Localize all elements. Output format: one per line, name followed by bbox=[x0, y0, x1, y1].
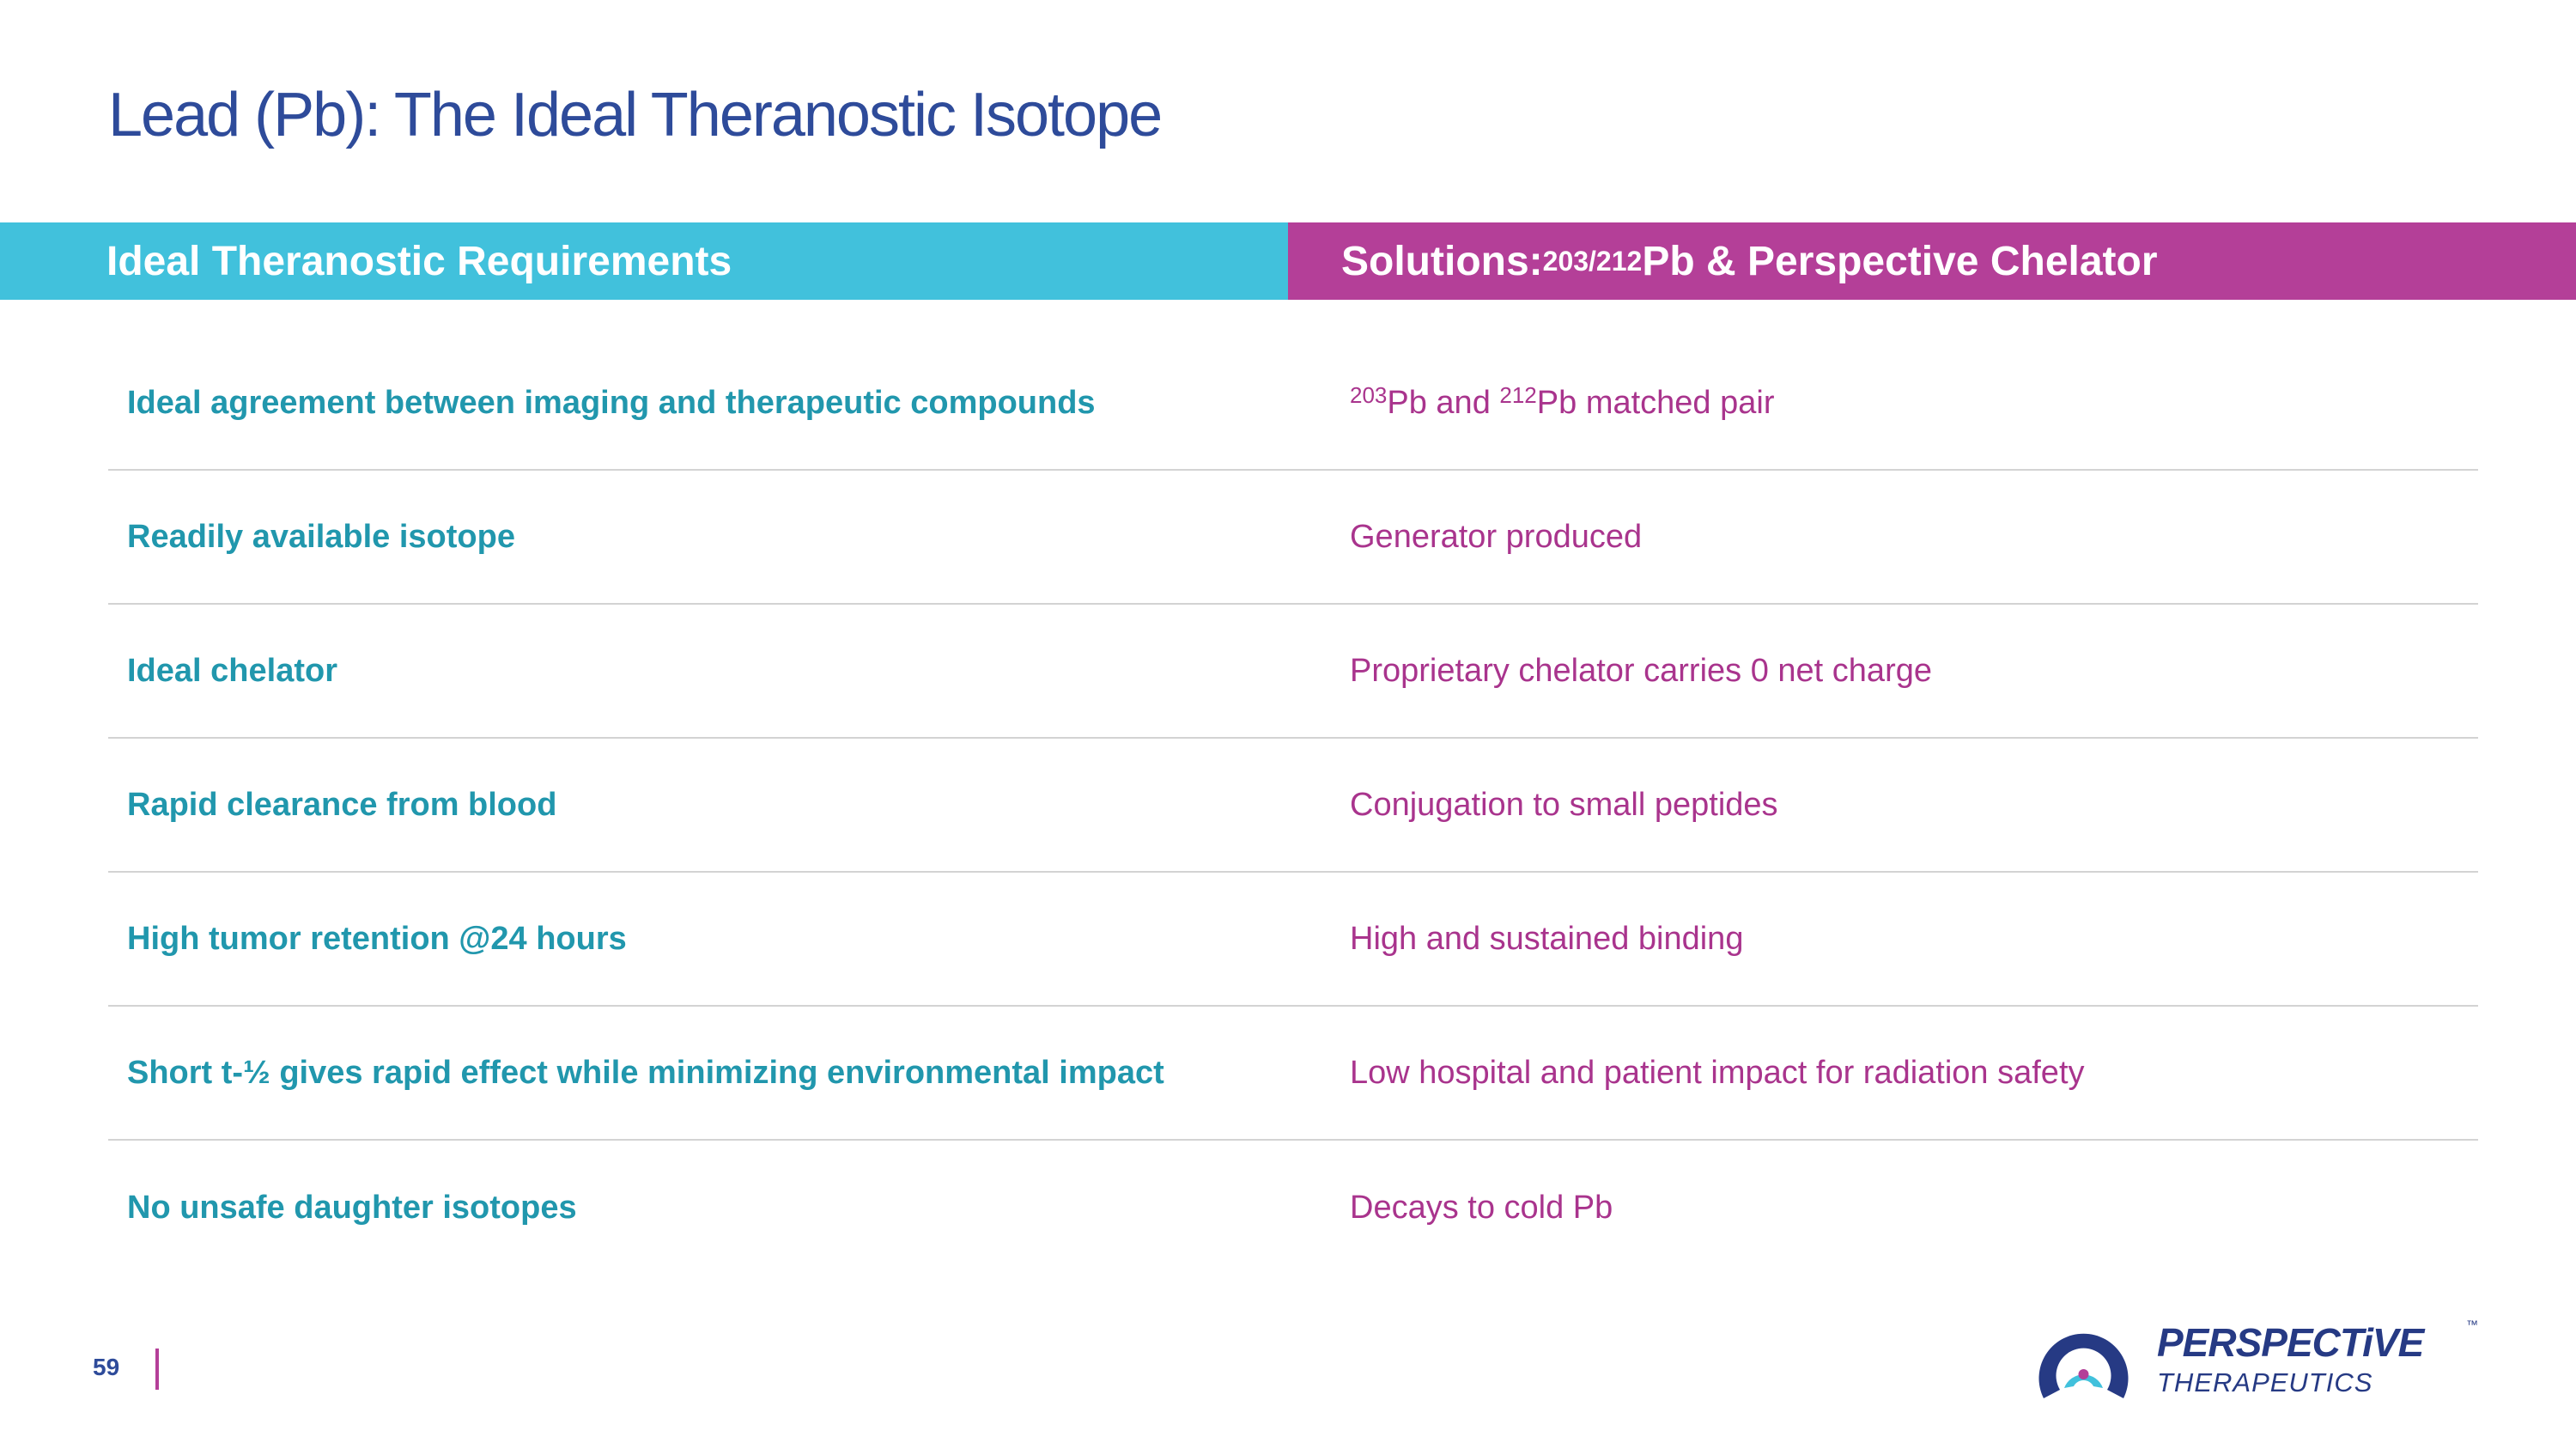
requirement-cell: No unsafe daughter isotopes bbox=[127, 1189, 577, 1226]
requirement-cell: Ideal chelator bbox=[127, 652, 337, 689]
logo-subtitle: THERAPEUTICS bbox=[2157, 1367, 2373, 1397]
company-logo bbox=[2030, 1314, 2485, 1404]
requirements-header-label: Ideal Theranostic Requirements bbox=[106, 238, 732, 284]
requirement-cell: Readily available isotope bbox=[127, 518, 515, 555]
table-row bbox=[108, 739, 2478, 873]
isotope-superscript: 203 bbox=[1350, 381, 1388, 408]
solutions-header-suffix: Pb & Perspective Chelator bbox=[1642, 238, 2158, 284]
solution-cell: Generator produced bbox=[1350, 518, 1643, 555]
solution-cell: Low hospital and patient impact for radiation safety bbox=[1350, 1054, 2085, 1091]
solutions-header-prefix: Solutions: bbox=[1341, 238, 1543, 284]
solution-text: Pb and bbox=[1387, 384, 1500, 421]
requirement-cell: Short t-½ gives rapid effect while minimizing environmental impact bbox=[127, 1054, 1164, 1091]
solution-cell: High and sustained binding bbox=[1350, 920, 1744, 957]
solution-cell: Conjugation to small peptides bbox=[1350, 786, 1778, 823]
page-number-divider bbox=[155, 1349, 159, 1390]
requirements-table bbox=[108, 337, 2478, 1275]
solution-cell: Proprietary chelator carries 0 net charge bbox=[1350, 652, 1932, 689]
requirement-cell: Rapid clearance from blood bbox=[127, 786, 557, 823]
table-row bbox=[108, 337, 2478, 471]
table-row bbox=[108, 873, 2478, 1007]
slide-title: Lead (Pb): The Ideal Theranostic Isotope bbox=[108, 81, 1162, 149]
page-number: 59 bbox=[93, 1354, 120, 1380]
solution-cell: Decays to cold Pb bbox=[1350, 1189, 1613, 1226]
table-row bbox=[108, 605, 2478, 739]
solutions-header: Solutions: 203/212 Pb & Perspective Chelator bbox=[1288, 222, 2576, 300]
requirement-cell: High tumor retention @24 hours bbox=[127, 920, 627, 957]
perspective-arc-logo-icon bbox=[2030, 1314, 2137, 1404]
logo-trademark: ™ bbox=[2466, 1318, 2478, 1331]
logo-brand-name: PERSPECTiVE bbox=[2157, 1320, 2424, 1365]
requirement-cell: Ideal agreement between imaging and therapeutic compounds bbox=[127, 384, 1096, 421]
solution-text: Pb matched pair bbox=[1536, 384, 1775, 421]
table-row bbox=[108, 1141, 2478, 1275]
table-row bbox=[108, 471, 2478, 605]
requirements-header bbox=[0, 222, 1288, 300]
table-row bbox=[108, 1007, 2478, 1141]
solution-cell bbox=[1309, 381, 1775, 422]
isotope-superscript: 212 bbox=[1499, 381, 1537, 408]
